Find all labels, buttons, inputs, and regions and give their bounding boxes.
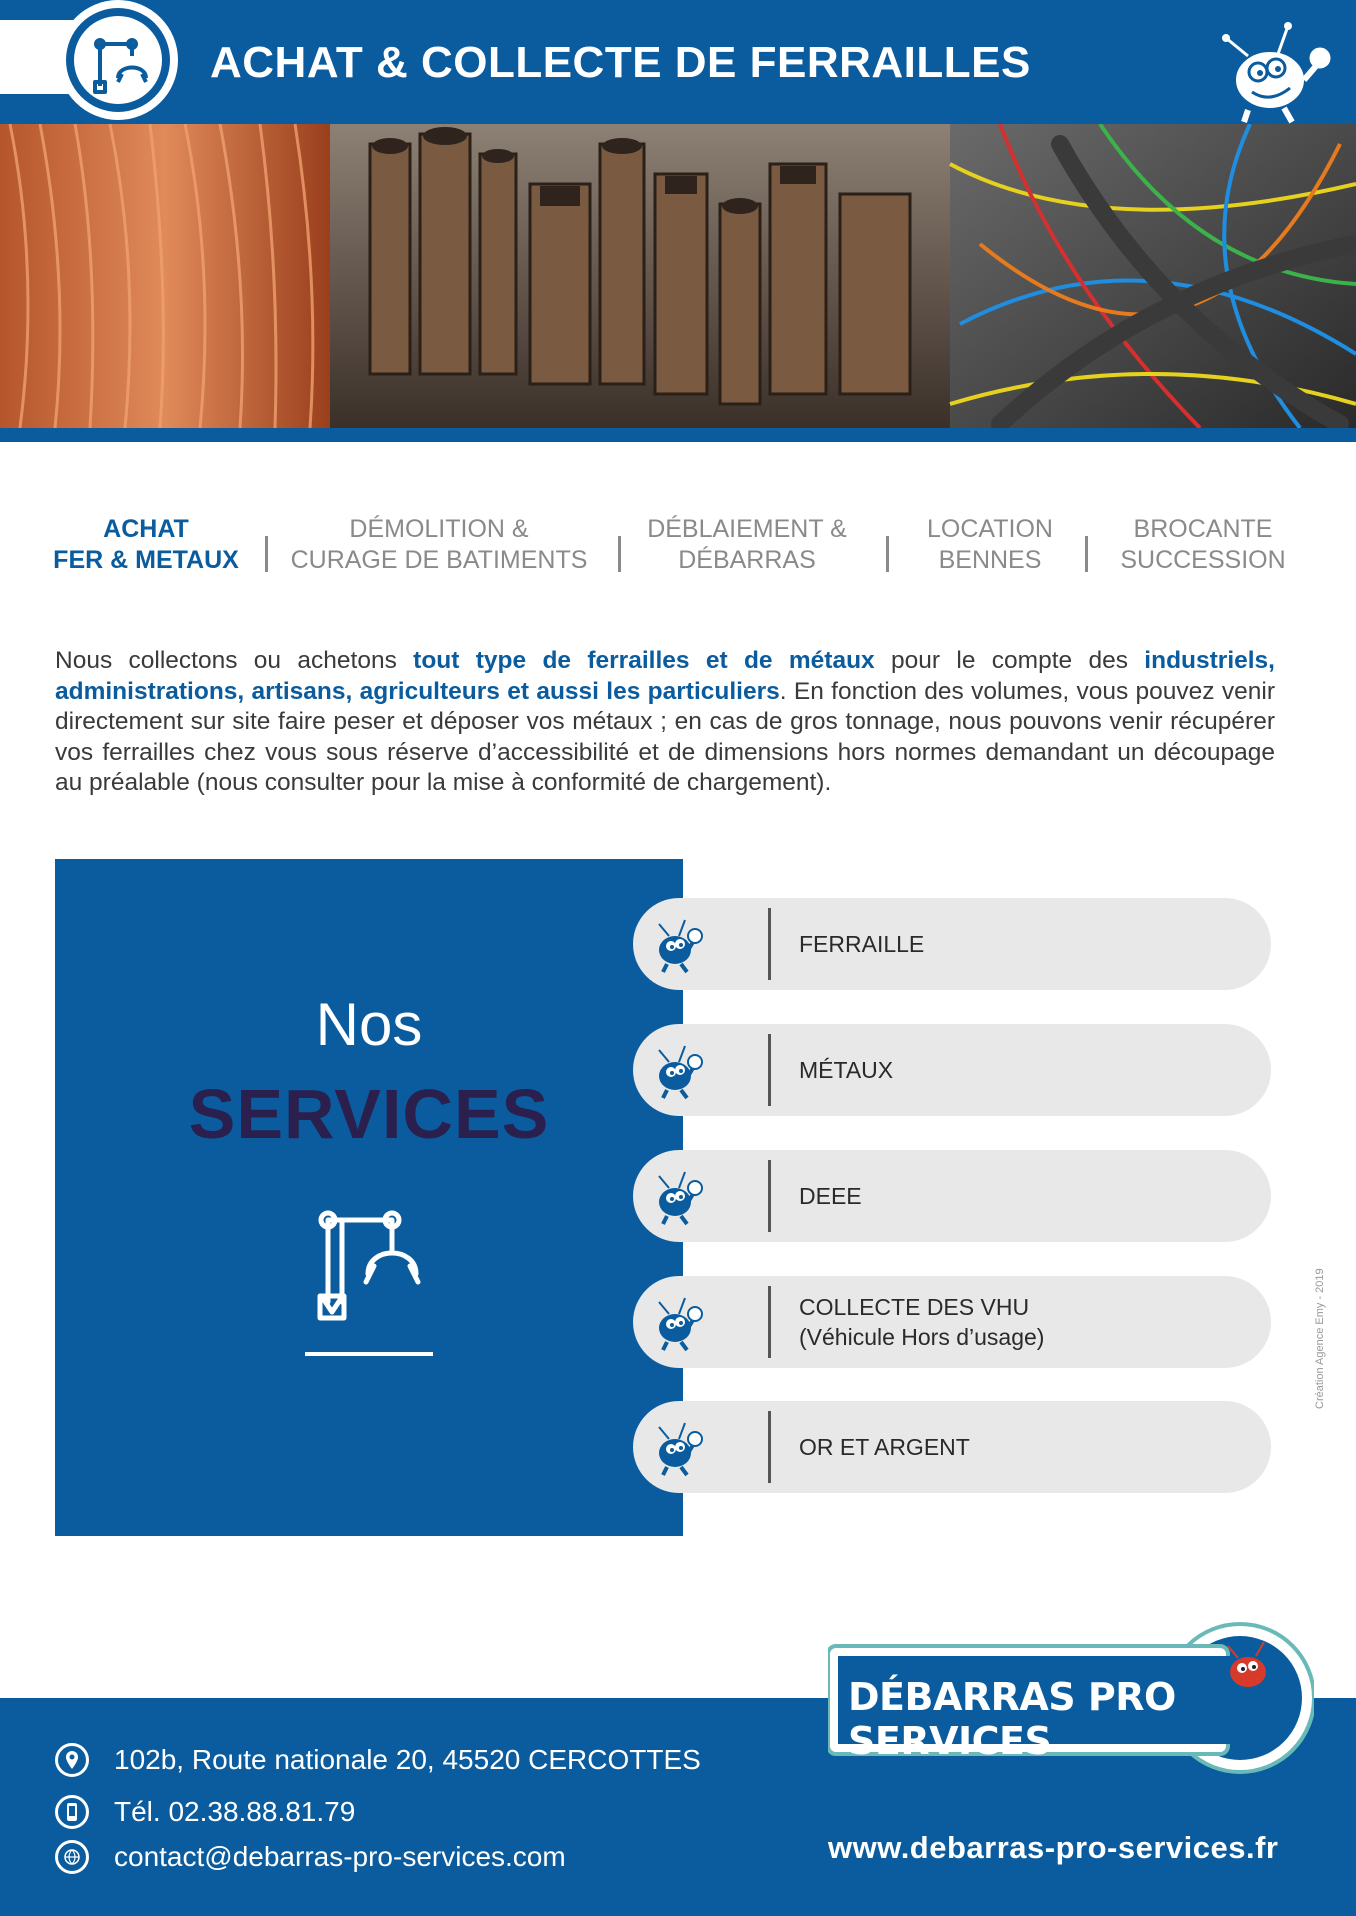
nav-divider xyxy=(1085,536,1088,572)
nav-item-label-line1: DÉBLAIEMENT & xyxy=(647,515,847,543)
intro-highlight: tout type de ferrailles et de métaux xyxy=(413,647,875,674)
mascot-icon xyxy=(1208,14,1348,124)
intro-text: pour le compte des xyxy=(874,647,1145,674)
pill-divider xyxy=(768,1411,771,1483)
service-label-line1: MÉTAUX xyxy=(799,1057,894,1083)
service-label xyxy=(799,1024,893,1116)
nav-item-label-line1: BROCANTE xyxy=(1133,515,1273,543)
service-label-line1: COLLECTE DES VHU xyxy=(799,1294,1030,1320)
nav-item-label-line2: SUCCESSION xyxy=(1120,546,1286,574)
category-nav xyxy=(0,514,1356,584)
pill-divider xyxy=(768,908,771,980)
nav-divider xyxy=(886,536,889,572)
email-link[interactable]: contact@debarras-pro-services.com xyxy=(114,1841,566,1872)
location-pin-icon xyxy=(55,1743,89,1777)
header-bar xyxy=(0,0,1356,124)
services-heading-nos: Nos xyxy=(315,991,423,1058)
service-item-vhu[interactable] xyxy=(633,1276,1271,1368)
pill-divider xyxy=(768,1286,771,1358)
service-label xyxy=(799,898,924,990)
mascot-icon xyxy=(647,1038,711,1102)
banner-underline xyxy=(0,428,1356,442)
contact-phone xyxy=(55,1795,355,1829)
website-link[interactable]: www.debarras-pro-services.fr xyxy=(828,1830,1279,1865)
mascot-icon xyxy=(647,1415,711,1479)
design-credit: Création Agence Emy - 2019 xyxy=(1314,1268,1326,1409)
nav-divider xyxy=(618,536,621,572)
service-label xyxy=(799,1150,862,1242)
nav-item-label-line2: FER & METAUX xyxy=(53,546,239,574)
mascot-icon xyxy=(647,912,711,976)
crane-icon xyxy=(74,16,162,104)
service-label-line1: OR ET ARGENT xyxy=(799,1434,970,1460)
service-label-line1: DEEE xyxy=(799,1183,862,1209)
nav-divider xyxy=(265,536,268,572)
page-title: ACHAT & COLLECTE DE FERRAILLES xyxy=(210,38,1031,87)
nav-item-achat[interactable] xyxy=(40,514,252,576)
nav-item-label-line2: BENNES xyxy=(938,546,1042,574)
contact-email xyxy=(55,1840,566,1874)
service-item-metaux[interactable] xyxy=(633,1024,1271,1116)
service-label xyxy=(799,1401,970,1493)
service-item-or-argent[interactable] xyxy=(633,1401,1271,1493)
phone-text[interactable]: Tél. 02.38.88.81.79 xyxy=(114,1796,356,1827)
services-panel xyxy=(55,859,683,1536)
nav-item-demolition[interactable] xyxy=(285,514,593,576)
service-label-line1: FERRAILLE xyxy=(799,931,925,957)
nav-item-label-line1: ACHAT xyxy=(103,515,189,543)
nav-item-label-line1: LOCATION xyxy=(927,515,1053,543)
globe-icon xyxy=(55,1840,89,1874)
intro-text: Nous collectons ou achetons xyxy=(55,647,414,674)
service-item-ferraille[interactable] xyxy=(633,898,1271,990)
pill-divider xyxy=(768,1034,771,1106)
intro-text: . En fonction des volumes, vous pouvez venir directement sur site faire peser et déposer vos métaux ; en cas de gros tonnage, nous pouvons venir récupérer vos ferrailles chez vous sous réserve d’accessibilité et de dimensions hors normes demandant un découpage au préalable (nous consulter pour la mise à conformité de chargement). xyxy=(55,677,1275,796)
mascot-icon xyxy=(647,1290,711,1354)
mascot-icon xyxy=(647,1164,711,1228)
service-item-deee[interactable] xyxy=(633,1150,1271,1242)
services-heading: SERVICES xyxy=(188,1075,550,1153)
address-text: 102b, Route nationale 20, 45520 CERCOTTES xyxy=(114,1744,701,1775)
crane-icon xyxy=(312,1204,432,1322)
intro-paragraph xyxy=(55,646,1275,799)
hero-banner-image xyxy=(0,124,1356,428)
intro-highlight: industriels, administrations, artisans, agriculteurs et aussi les particuliers xyxy=(55,647,1275,705)
service-label xyxy=(799,1276,1044,1368)
nav-item-label-line1: DÉMOLITION & xyxy=(349,515,529,543)
nav-item-label-line2: DÉBARRAS xyxy=(678,546,816,574)
nav-item-location[interactable] xyxy=(910,514,1070,576)
header-logo xyxy=(74,16,162,104)
pill-divider xyxy=(768,1160,771,1232)
brand-name: DÉBARRAS PRO SERVICES xyxy=(848,1675,1176,1763)
nav-item-brocante[interactable] xyxy=(1108,514,1298,576)
phone-icon xyxy=(55,1795,89,1829)
nav-item-deblaiement[interactable] xyxy=(640,514,854,576)
contact-address xyxy=(55,1743,701,1777)
services-underline xyxy=(305,1352,433,1356)
nav-item-label-line2: CURAGE DE BATIMENTS xyxy=(290,546,588,574)
service-label-line2: (Véhicule Hors d’usage) xyxy=(799,1324,1045,1350)
